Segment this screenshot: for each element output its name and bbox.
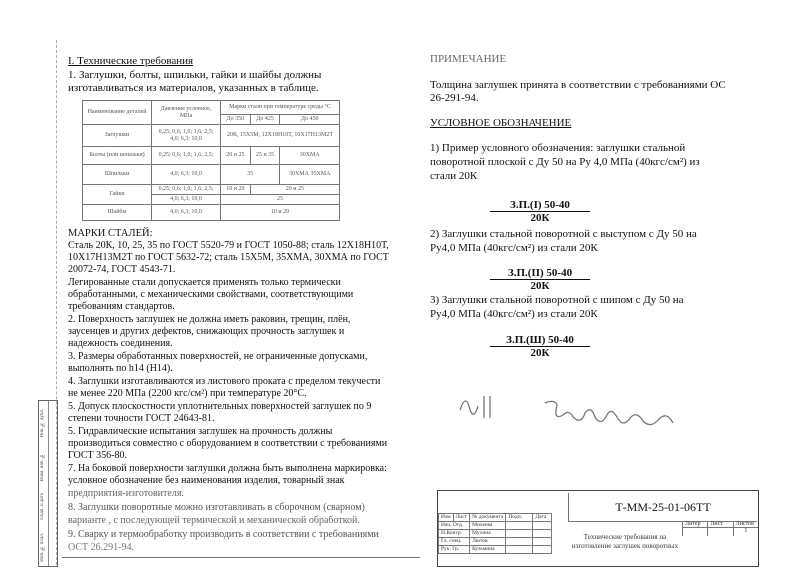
paragraph-line: 8. Заглушки поворотные можно изготавливать в сборочном (сварном) (68, 502, 365, 513)
stamp-role: Гл. спец. (439, 538, 470, 546)
paragraph-line: выполнять по h14 (H14). (68, 363, 173, 374)
stamp-name: Лютов (470, 538, 506, 546)
cell-steel: 35 (221, 165, 280, 185)
paragraph-line: Сталь 20К, 10, 25, 35 по ГОСТ 5520-79 и ГОСТ 1050-88; сталь 12Х18Н10Т, (68, 240, 389, 251)
intro-line-1: 1. Заглушки, болты, шпильки, гайки и шайбы должны (68, 69, 322, 81)
litera-label: Литер (683, 521, 708, 527)
handwritten-signature (455, 385, 715, 445)
paragraph-line: заусенцев и других дефектов, снижающих прочность заглушек и (68, 326, 345, 337)
cell-steel: 10 и 20 (221, 205, 340, 221)
stamp-role: Рук. Гр. (439, 546, 470, 554)
sheet-label: Лист (708, 521, 733, 527)
example-2-line-2: Ру4,0 МПа (40кгс/см²) из стали 20К (430, 242, 598, 254)
stamp-h-data: Дата (533, 514, 552, 522)
stamp-name: Михеева (470, 522, 506, 530)
left-margin-strip (38, 400, 58, 567)
margin-label-vzam-inv: Взам. инв. № (40, 453, 45, 482)
th-pressure: Давление условное, МПа (152, 101, 221, 125)
title-block-sheet-info (682, 521, 758, 536)
note-heading: ПРИМЕЧАНИЕ (430, 53, 507, 65)
row-shpilki: Шпильки (83, 165, 152, 185)
cell-pressure: 0,25; 0,6; 1,0; 1,6; 2,5; (152, 147, 221, 165)
row-bolty: Болты (или шпильки) (83, 147, 152, 165)
sheets-label: Листов (735, 521, 754, 527)
designation-material: 20К (530, 280, 550, 292)
left-bottom-divider (62, 557, 420, 558)
stamp-h-doc: № документа (470, 514, 506, 522)
cell-steel: 20 и 25 (250, 185, 339, 195)
cell-steel: 25 (221, 195, 340, 205)
paragraph-line: степени точности ГОСТ 24643-81. (68, 413, 215, 424)
note-line-1: Толщина заглушек принята в соответствии с требованиями ОС (430, 79, 726, 91)
stamp-name: Мухина (470, 530, 506, 538)
paragraph-line: предприятия-изготовителя. (68, 488, 184, 499)
cell-pressure: 0,25; 0,6; 1,0; 1,6; 2,5; (152, 185, 221, 195)
margin-label-podp-data: Подп. и дата (40, 493, 45, 520)
margin-label-inv-dubl: Инв. № дубл. (40, 409, 45, 438)
designation-3 (490, 334, 590, 359)
steel-grades-heading: МАРКИ СТАЛЕЙ: (68, 228, 153, 239)
example-1-line-2: поворотной плоской с Ду 50 на Ру 4,0 МПа (40кгс/см²) из (430, 156, 700, 168)
example-3-line-2: Ру4,0 МПа (40кгс/см²) из стали 20К (430, 308, 598, 320)
section-heading: I. Технические требования (68, 55, 194, 67)
th-name: Наименование деталей (83, 101, 152, 125)
example-1-line-3: стали 20К (430, 170, 478, 182)
paragraph-line: 5. Гидравлические испытания заглушек на прочность должны (68, 426, 333, 437)
stamp-role: Нач. Отд. (439, 522, 470, 530)
paragraph-line: не менее 220 МПа (2200 кгс/см²) при температуре 20°С. (68, 388, 307, 399)
designation-2 (490, 267, 590, 292)
cell-steel: 20К, 15Х5М, 12Х18Н10Т, 10Х17Н13М2Т (221, 125, 340, 147)
signature-stroke (460, 396, 490, 418)
designation-code: З.П.(I) 50-40 (490, 199, 590, 212)
row-shaiby: Шайбы (83, 205, 152, 221)
margin-label-inv-podl: Инв. № подл. (40, 533, 45, 562)
stamp-role: Н.Контр. (439, 530, 470, 538)
title-block-title (566, 533, 684, 551)
example-1-line-1: 1) Пример условного обозначения: заглушки стальной (430, 142, 686, 154)
note-line-2: 26-291-94. (430, 92, 479, 104)
cell-steel: 25 и 35 (250, 147, 280, 165)
intro-line-2: изготавливаться из материалов, указанных в таблице. (68, 82, 319, 94)
margin-line (56, 40, 58, 565)
title-block-roles (438, 513, 552, 554)
paragraph-line: 10Х17Н13М2Т по ГОСТ 5632-72; сталь 15Х5М, 35ХМА, 30ХМА по ГОСТ (68, 252, 389, 263)
paragraph-line: 4. Заглушки изготавливаются из листового проката с пределом текучести (68, 376, 381, 387)
signature-stroke (545, 401, 673, 424)
stamp-signature (506, 546, 533, 554)
paragraph-line: 5. Допуск плоскостности уплотнительных поверхностей заглушек по 9 (68, 401, 372, 412)
th-t1: До 350 (221, 115, 251, 125)
example-3-line-1: 3) Заглушки стальной поворотной с шипом с Ду 50 на (430, 294, 684, 306)
cell-pressure: 4,0; 6,3; 10,0 (152, 195, 221, 205)
cell-pressure: 0,25; 0,6; 1,0; 1,6; 2,5; 4,0; 6,3; 10,0 (152, 125, 221, 147)
materials-table (82, 100, 340, 221)
cell-steel: 20 и 25 (221, 147, 251, 165)
paragraph-line: надежность соединения. (68, 338, 173, 349)
designation-material: 20К (530, 212, 550, 224)
paragraph-line: условное обозначение без наименования изделия, товарный знак (68, 475, 345, 486)
title-line: Технические требования на (583, 533, 667, 541)
designation-1 (490, 199, 590, 224)
designation-code: З.П.(II) 50-40 (490, 267, 590, 280)
cell-pressure: 4,0; 6,3; 10,0 (152, 205, 221, 221)
title-line: изготовление заглушек поворотных (571, 542, 679, 550)
stamp-h-podp: Подп. (506, 514, 533, 522)
paragraph-line: 3. Размеры обработанных поверхностей, не ограниченные допусками, (68, 351, 368, 362)
cell-steel: 30ХМА (280, 147, 340, 165)
stamp-signature (506, 522, 533, 530)
row-gaiki: Гайки (83, 185, 152, 205)
paragraph-line: ГОСТ 356-80. (68, 450, 127, 461)
paragraph-line: требованиям стандартов. (68, 301, 175, 312)
paragraph-line: варианте , с последующей термической и механической обработкой. (68, 515, 360, 526)
stamp-h-list: Лист (453, 514, 470, 522)
row-zaglushki: Заглушки (83, 125, 152, 147)
th-steel: Марки стали при температуре среды °С (221, 101, 340, 115)
cell-pressure: 4,0; 6,3; 10,0 (152, 165, 221, 185)
paragraph-line: обработанными, с механическими свойствами, соответствующими (68, 289, 354, 300)
paragraph-line: 2. Поверхность заглушек не должна иметь раковин, трещин, плён, (68, 314, 351, 325)
cell-steel: 30ХМА 35ХМА (280, 165, 340, 185)
sheets-value: 1 (744, 528, 748, 534)
example-2-line-1: 2) Заглушки стальной поворотной с выступом с Ду 50 на (430, 228, 697, 240)
stamp-signature (506, 530, 533, 538)
paragraph-line: 20072-74, ГОСТ 4543-71. (68, 264, 176, 275)
stamp-h-izm: Изм (439, 514, 454, 522)
th-t2: До 425 (250, 115, 280, 125)
stamp-name: Кузьмина (470, 546, 506, 554)
designation-material: 20К (530, 347, 550, 359)
title-block-doc-number: Т-ММ-25-01-06ТТ (568, 493, 757, 522)
paragraph-line: 7. На боковой поверхности заглушки должна быть выполнена маркировка: (68, 463, 387, 474)
symbol-heading: УСЛОВНОЕ ОБОЗНАЧЕНИЕ (430, 117, 572, 129)
paragraph-line: производиться совместно с оборудованием в соответствии с требованиями (68, 438, 388, 449)
th-t3: До 450 (280, 115, 340, 125)
title-block (437, 490, 759, 567)
paragraph-line: ОСТ 26.291-94. (68, 542, 134, 553)
designation-code: З.П.(Ш) 50-40 (490, 334, 590, 347)
stamp-signature (506, 538, 533, 546)
paragraph-line: Легированные стали допускается применять только термически (68, 277, 341, 288)
paragraph-line: 9. Сварку и термообработку производить в соответствии с требованиями (68, 529, 379, 540)
cell-steel: 10 и 20 (221, 185, 251, 195)
